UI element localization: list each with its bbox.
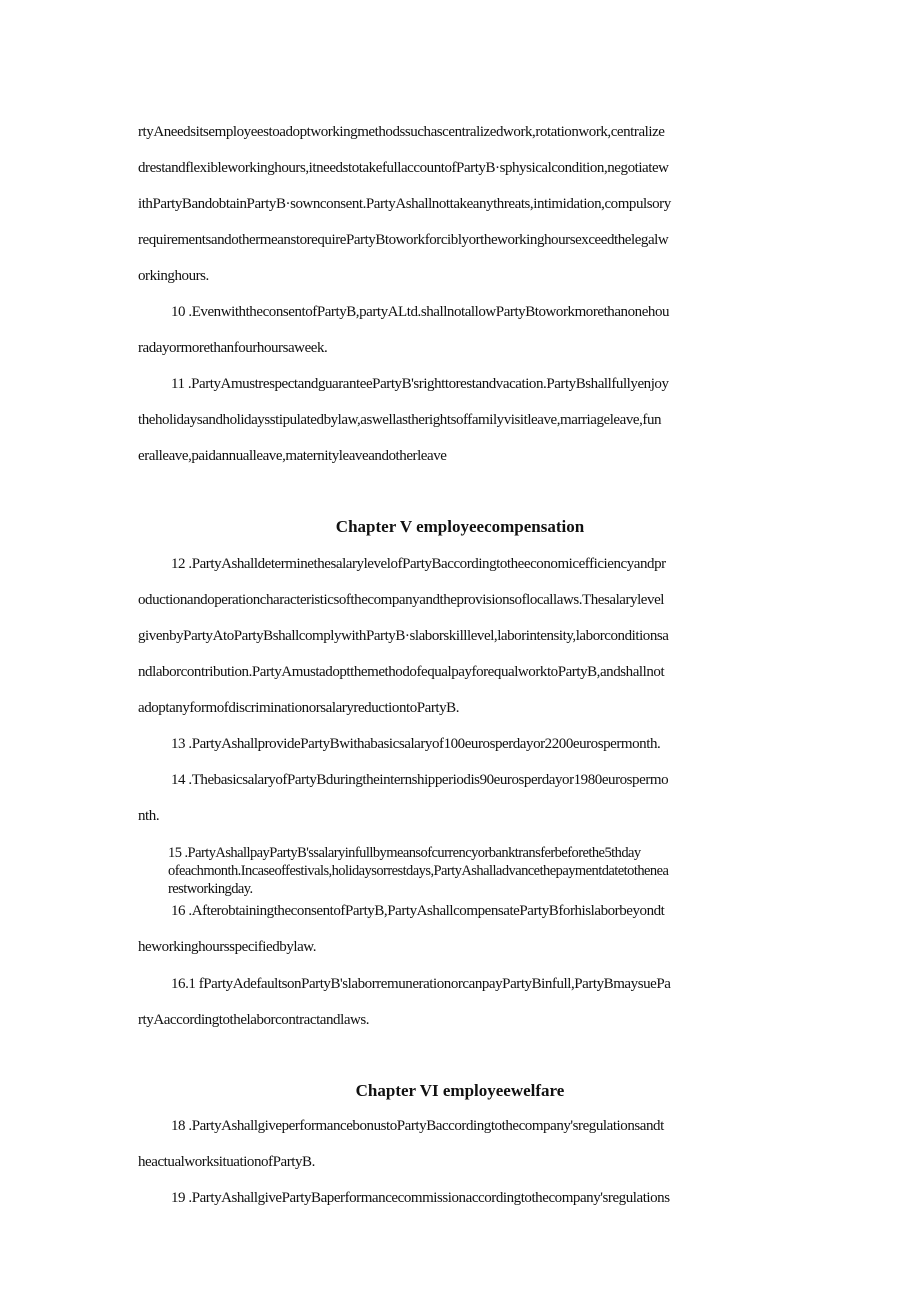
clause-14-line: 14 .ThebasicsalaryofPartyBduringtheinternshipperiodis90eurosperdayor1980eurospermo [171,772,669,788]
clause-15-line: ofeachmonth.Incaseoffestivals,holidaysorrestdays,PartyAshalladvancethepaymentdatetothenea [168,863,669,879]
clause-16-1-line: rtyAaccordingtothelaborcontractandlaws. [138,1012,370,1028]
paragraph-line: ithPartyBandobtainPartyB·sownconsent.PartyAshallnottakeanythreats,intimidation,compulsory [138,196,671,212]
clause-11-line: theholidaysandholidaysstipulatedbylaw,aswellastherightsoffamilyvisitleave,marriageleave,fun [138,412,662,428]
chapter-5-heading: Chapter V employeecompensation [335,517,585,536]
clause-12-line: 12 .PartyAshalldeterminethesalarylevelofPartyBaccordingtotheeconomicefficiencyandpr [171,556,666,572]
clause-15-line: 15 .PartyAshallpayPartyB'ssalaryinfullbymeansofcurrencyorbanktransferbeforethe5thday [168,845,641,861]
clause-12-line: givenbyPartyAtoPartyBshallcomplywithPartyB·slaborskilllevel,laborintensity,laborconditionsa [138,628,669,644]
clause-16-line: 16 .AfterobtainingtheconsentofPartyB,PartyAshallcompensatePartyBforhislaborbeyondt [171,903,665,919]
clause-18-line: heactualworksituationofPartyB. [138,1154,315,1170]
clause-10-line: 10 .EvenwiththeconsentofPartyB,partyALtd.shallnotallowPartyBtoworkmorethanonehou [171,304,670,320]
clause-19-line: 19 .PartyAshallgivePartyBaperformancecommissionaccordingtothecompany'sregulations [171,1190,670,1206]
paragraph-line: rtyAneedsitsemployeestoadoptworkingmethodssuchascentralizedwork,rotationwork,centralize [138,124,665,140]
clause-11-line: eralleave,paidannualleave,maternityleaveandotherleave [138,448,447,464]
clause-12-line: ndlaborcontribution.PartyAmustadoptthemethodofequalpayforequalworktoPartyB,andshallnot [138,664,665,680]
paragraph-line: orkinghours. [138,268,209,284]
paragraph-line: requirementsandothermeanstorequirePartyBtoworkforciblyortheworkinghoursexceedthelegalw [138,232,669,248]
chapter-6-heading: Chapter VI employeewelfare [355,1081,565,1100]
clause-18-line: 18 .PartyAshallgiveperformancebonustoPartyBaccordingtothecompany'sregulationsandt [171,1118,664,1134]
clause-14-line: nth. [138,808,160,824]
clause-11-line: 11 .PartyAmustrespectandguaranteePartyB'srighttorestandvacation.PartyBshallfullyenjoy [171,376,669,392]
clause-16-line: heworkinghoursspecifiedbylaw. [138,939,317,955]
clause-12-line: oductionandoperationcharacteristicsofthecompanyandtheprovisionsoflocallaws.Thesalarylevel [138,592,664,608]
clause-12-line: adoptanyformofdiscriminationorsalaryreductiontoPartyB. [138,700,460,716]
clause-15-line: restworkingday. [168,881,253,897]
clause-13-line: 13 .PartyAshallprovidePartyBwithabasicsalaryof100eurosperdayor2200eurospermonth. [171,736,661,752]
paragraph-line: drestandflexibleworkinghours,itneedstotakefullaccountofPartyB·sphysicalcondition,negotiatew [138,160,669,176]
clause-16-1-line: 16.1 fPartyAdefaultsonPartyB'slaborremunerationorcanpayPartyBinfull,PartyBmaysuePa [171,976,671,992]
clause-10-line: radayormorethanfourhoursaweek. [138,340,328,356]
